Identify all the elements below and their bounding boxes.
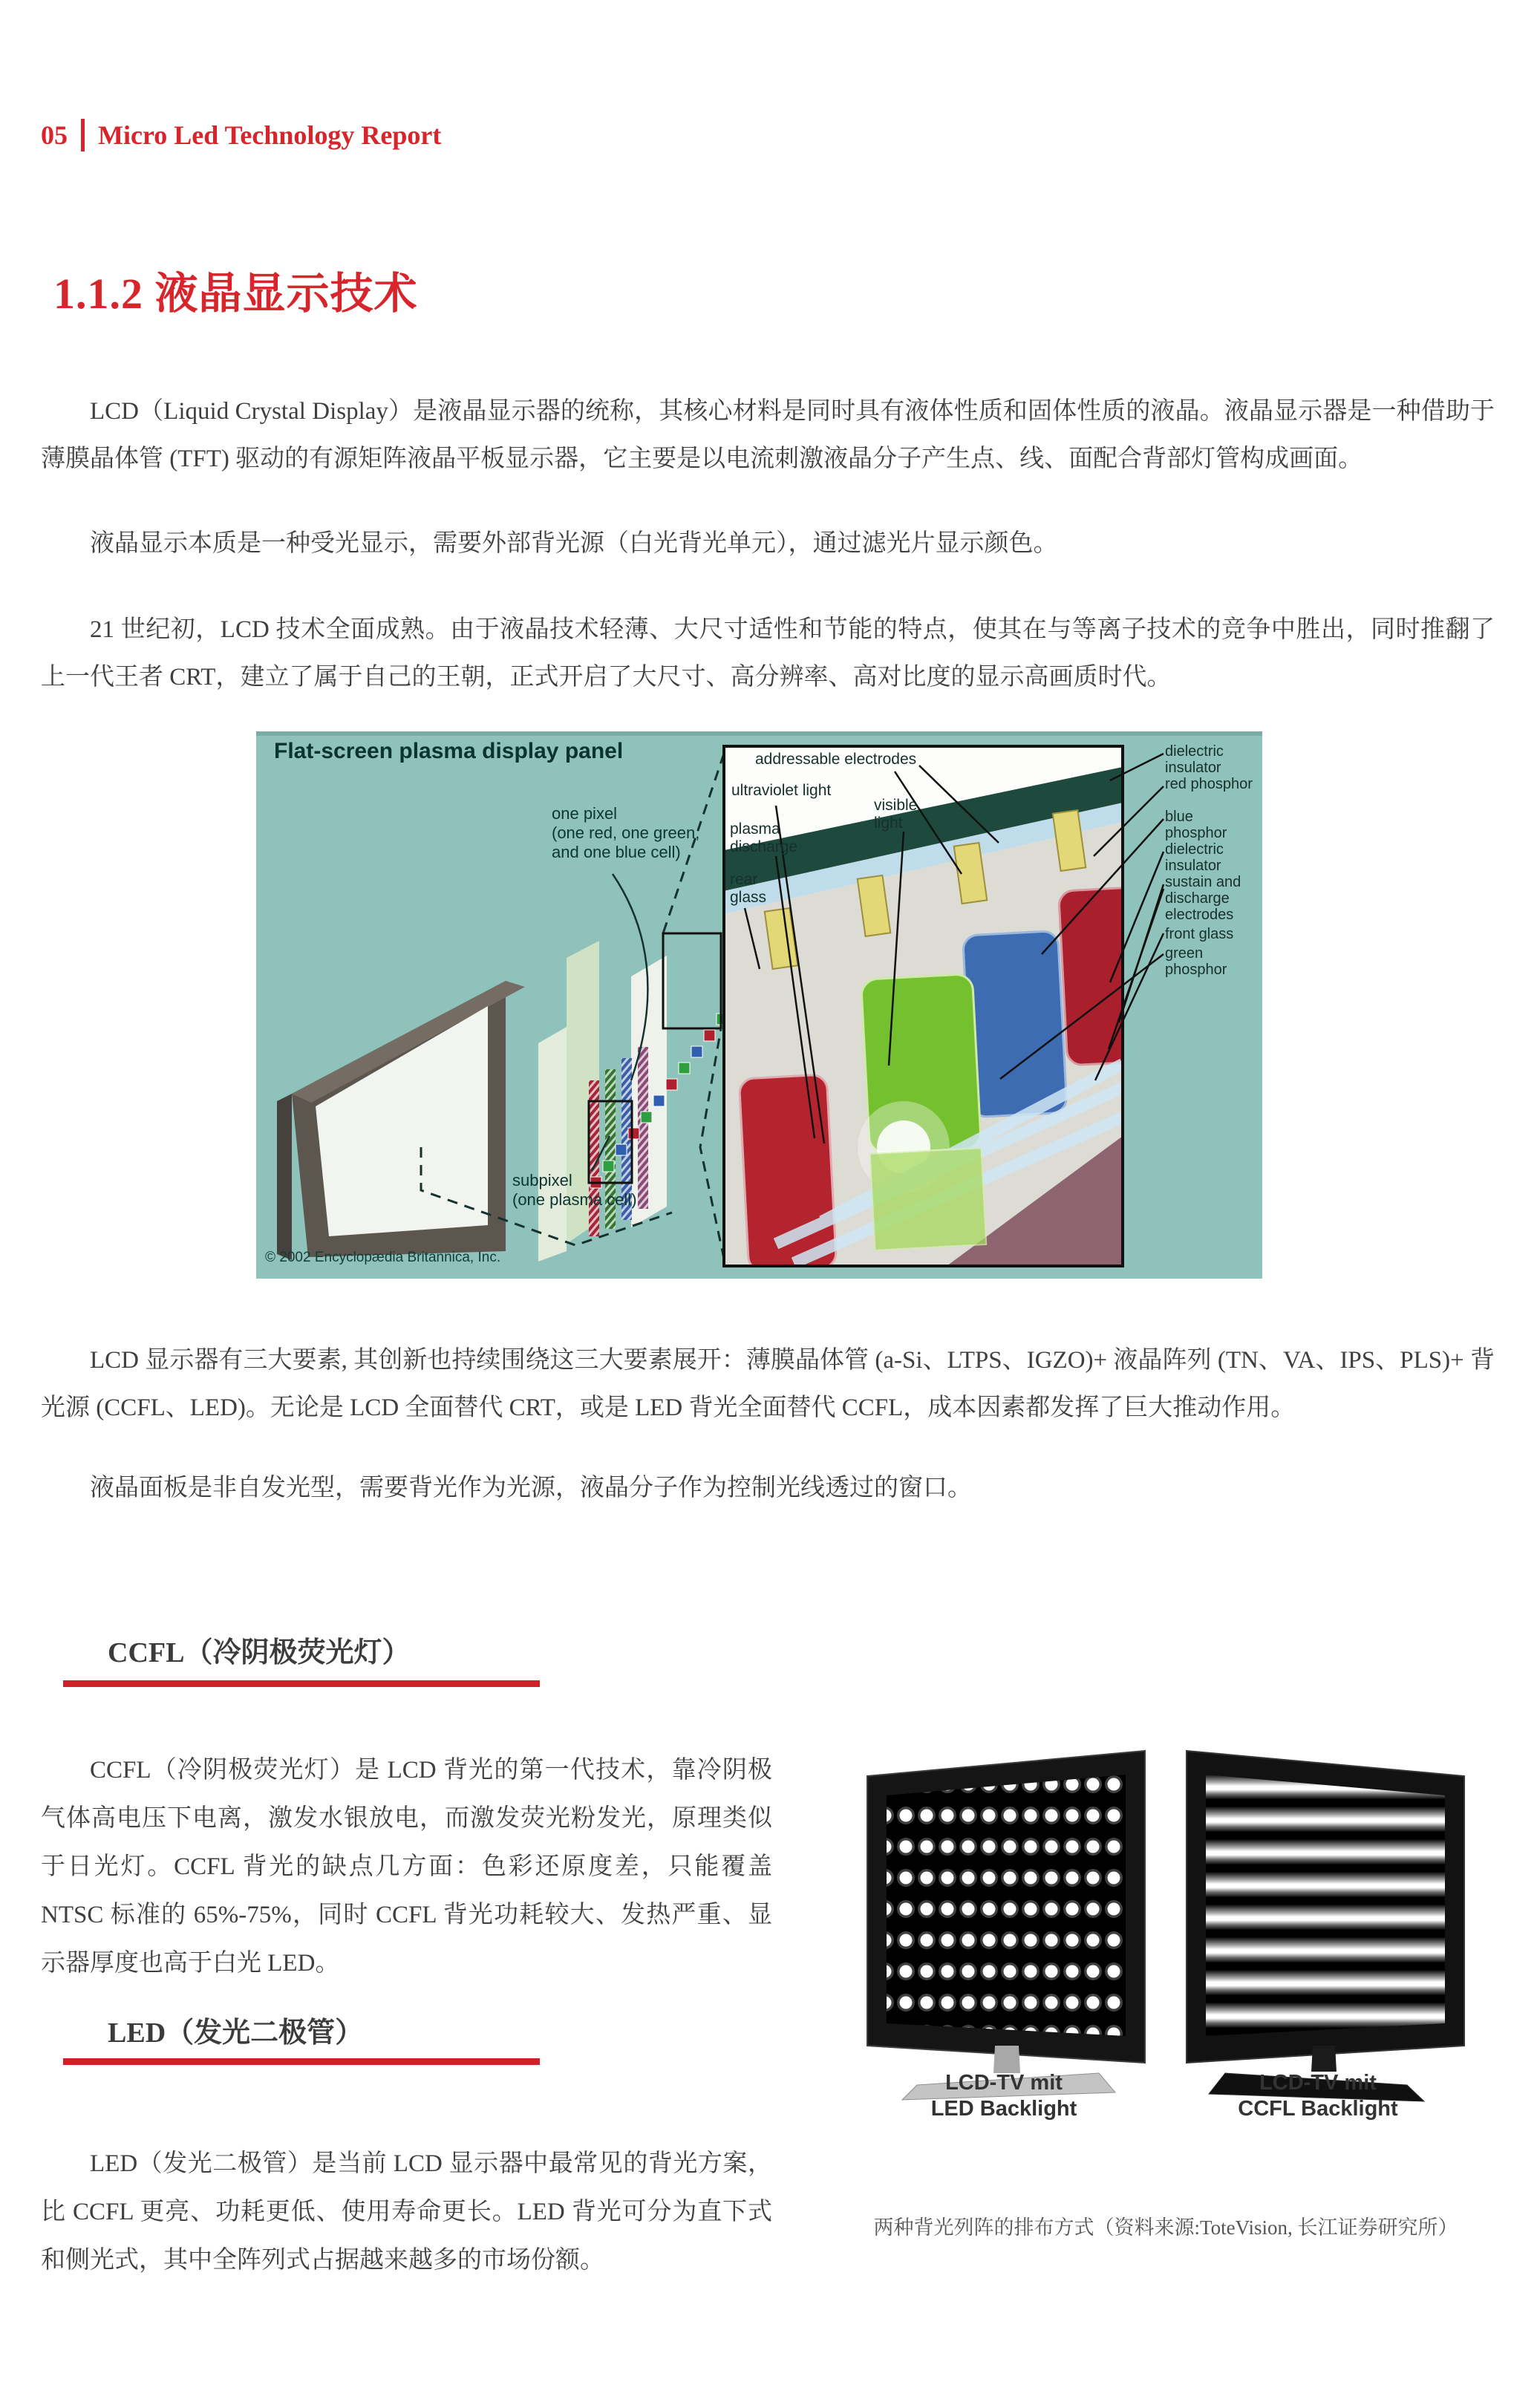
led-tv-label: LCD-TV mit LED Backlight bbox=[930, 2071, 1077, 2121]
section-title: 1.1.2 液晶显示技术 bbox=[53, 270, 418, 318]
red-phosphor-label: red phosphor bbox=[1165, 776, 1253, 792]
green-phosphor-label: green phosphor bbox=[1165, 945, 1227, 978]
figure-copyright: © 2002 Encyclopædia Britannica, Inc. bbox=[265, 1250, 501, 1265]
figure2-caption: 两种背光列阵的排布方式（资料来源:ToteVision, 长江证券研究所） bbox=[873, 2216, 1458, 2239]
figure-title: Flat-screen plasma display panel bbox=[274, 739, 624, 763]
ccfl-body: CCFL（冷阴极荧光灯）是 LCD 背光的第一代技术，靠冷阴极气体高电压下电离，激发水银放电，而激发荧光粉发光，原理类似于日光灯。CCFL 背光的缺点几方面：色彩还原度差，只能覆盖 NTSC 标准的 65%-75%，同时 CCFL 背光功耗较大、发热严重、显示器厚度也高于白光 LED。 bbox=[41, 1757, 772, 1977]
ultraviolet-light-label: ultraviolet light bbox=[731, 782, 832, 799]
led-heading: LED（发光二极管） bbox=[108, 2017, 364, 2049]
report-title: Micro Led Technology Report bbox=[98, 120, 442, 150]
header-divider-bar bbox=[81, 119, 85, 151]
paragraph: 液晶显示本质是一种受光显示，需要外部背光源（白光背光单元），通过滤光片显示颜色。 bbox=[90, 530, 1058, 557]
led-body: LED（发光二极管）是当前 LCD 显示器中最常见的背光方案，比 CCFL 更亮、功耗更低、使用寿命更长。LED 背光可分为直下式和侧光式，其中全阵列式占据越来越多的市场份额。 bbox=[41, 2150, 772, 2274]
ccfl-heading-underline bbox=[63, 1680, 540, 1687]
dielectric-insulator-label: dielectric insulator bbox=[1165, 743, 1224, 776]
backlight-comparison-artwork bbox=[854, 1738, 1478, 2198]
page-header bbox=[41, 119, 441, 151]
paragraph: LCD 显示器有三大要素, 其创新也持续围绕这三大要素展开：薄膜晶体管 (a-Si、LTPS、IGZO)+ 液晶阵列 (TN、VA、IPS、PLS)+ 背光源 (CCFL、LED)。无论是 LCD 全面替代 CRT，或是 LED 背光全面替代 CCFL，成本因素都发挥了巨大推动作用。 bbox=[41, 1347, 1495, 1421]
ccfl-heading: CCFL（冷阴极荧光灯） bbox=[108, 1637, 411, 1668]
front-glass-label: front glass bbox=[1165, 926, 1234, 942]
plasma-diagram-artwork bbox=[256, 731, 1262, 1279]
one-pixel-label: one pixel (one red, one green, and one blue cell) bbox=[552, 804, 700, 861]
led-heading-underline bbox=[63, 2058, 540, 2065]
ccfl-tv-label: LCD-TV mit CCFL Backlight bbox=[1238, 2071, 1398, 2121]
backlight-comparison-figure bbox=[854, 1738, 1478, 2257]
paragraph: LCD（Liquid Crystal Display）是液晶显示器的统称，其核心材料是同时具有液体性质和固体性质的液晶。液晶显示器是一种借助于薄膜晶体管 (TFT) 驱动的有源矩阵液晶平板显示器，它主要是以电流刺激液晶分子产生点、线、面配合背部灯管构成画面。 bbox=[41, 398, 1495, 472]
sustain-discharge-electrodes-label: sustain and discharge electrodes bbox=[1165, 874, 1241, 923]
paragraph: 液晶面板是非自发光型，需要背光作为光源，液晶分子作为控制光线透过的窗口。 bbox=[90, 1475, 972, 1501]
subpixel-label: subpixel (one plasma cell) bbox=[512, 1171, 637, 1209]
rear-glass-label: rear glass bbox=[730, 871, 767, 906]
page-number: 05 bbox=[41, 120, 68, 150]
addressable-electrodes-label: addressable electrodes bbox=[755, 751, 917, 768]
paragraph: 21 世纪初，LCD 技术全面成熟。由于液晶技术轻薄、大尺寸适性和节能的特点，使其在与等离子技术的竞争中胜出，同时推翻了上一代王者 CRT，建立了属于自己的王朝，正式开启了大尺寸、高分辨率、高对比度的显示高画质时代。 bbox=[41, 616, 1495, 691]
plasma-discharge-label: plasma discharge bbox=[730, 820, 798, 855]
plasma-diagram-figure bbox=[256, 731, 1262, 1279]
dielectric-insulator-label: dielectric insulator bbox=[1165, 841, 1224, 874]
visible-light-label: visible light bbox=[874, 797, 918, 832]
blue-phosphor-label: blue phosphor bbox=[1165, 809, 1227, 841]
